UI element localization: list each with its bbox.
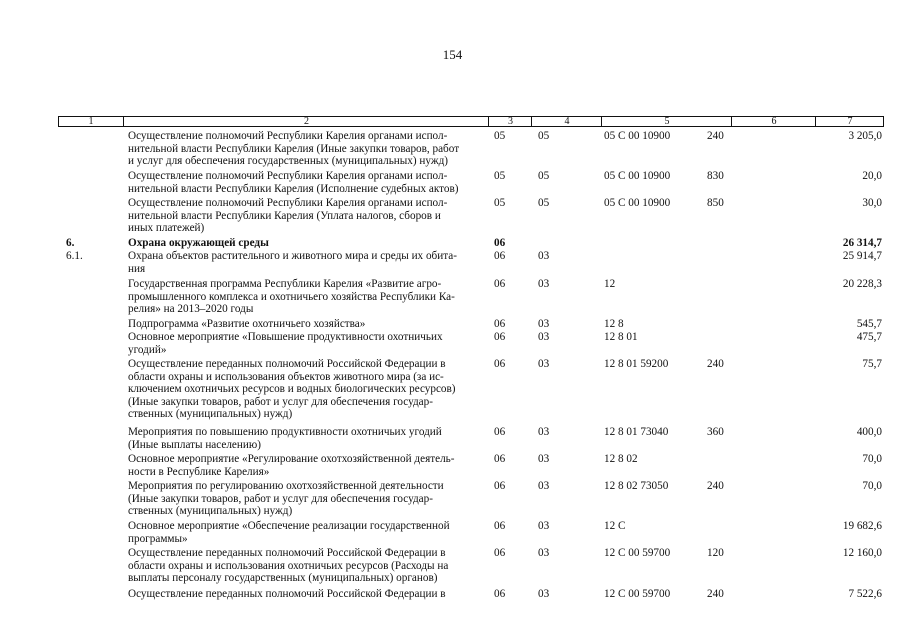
row-description-line: программы» bbox=[128, 532, 188, 545]
subsection-code: 05 bbox=[538, 170, 550, 182]
amount-value: 70,0 bbox=[862, 453, 882, 465]
expense-type-code: 240 bbox=[707, 588, 724, 600]
section-code: 06 bbox=[494, 520, 506, 532]
target-article-code: 12 bbox=[604, 278, 616, 290]
section-code: 05 bbox=[494, 197, 506, 209]
subsection-code: 03 bbox=[538, 278, 550, 290]
section-code: 06 bbox=[494, 278, 506, 290]
target-article-code: 12 8 01 73040 bbox=[604, 426, 669, 438]
row-description-line: ния bbox=[128, 262, 146, 275]
row-description-line: Осуществление полномочий Республики Карелия органами испол- bbox=[128, 197, 448, 209]
header-col-2: 2 bbox=[123, 117, 489, 126]
subsection-code: 03 bbox=[538, 520, 550, 532]
subsection-code: 03 bbox=[538, 318, 550, 330]
section-code: 06 bbox=[494, 547, 506, 559]
row-description-line: ственных (муниципальных) нужд) bbox=[128, 408, 293, 420]
header-col-3: 3 bbox=[488, 117, 532, 126]
target-article-code: 12 С bbox=[604, 520, 626, 532]
row-number: 6. bbox=[66, 237, 75, 249]
target-article-code: 12 8 01 59200 bbox=[604, 358, 669, 370]
section-code: 06 bbox=[494, 480, 506, 492]
row-description-line: нительной власти Республики Карелия (Уплата налогов, сборов и bbox=[128, 209, 441, 222]
section-code: 06 bbox=[494, 588, 506, 600]
row-description-line: Подпрограмма «Развитие охотничьего хозяйства» bbox=[128, 318, 366, 330]
row-description-line: (Иные выплаты населению) bbox=[128, 438, 261, 451]
subsection-code: 03 bbox=[538, 588, 550, 600]
subsection-code: 05 bbox=[538, 130, 550, 142]
row-description-line: нительной власти Республики Карелия (Исполнение судебных актов) bbox=[128, 182, 459, 195]
row-description-line: ключением охотничьих ресурсов и водных биологических ресурсов) bbox=[128, 383, 456, 395]
row-description-line: (Иные закупки товаров, работ и услуг для обеспечения государ- bbox=[128, 492, 433, 505]
expense-type-code: 850 bbox=[707, 197, 724, 209]
header-col-4: 4 bbox=[531, 117, 602, 126]
section-code: 05 bbox=[494, 170, 506, 182]
row-description-line: промышленного комплекса и охотничьего хозяйства Республики Ка- bbox=[128, 290, 455, 303]
amount-value: 12 160,0 bbox=[842, 547, 882, 559]
row-description-line: угодий» bbox=[128, 343, 167, 356]
expense-type-code: 830 bbox=[707, 170, 724, 182]
row-description-line: Основное мероприятие «Регулирование охотхозяйственной деятель- bbox=[128, 453, 455, 465]
amount-value: 20,0 bbox=[862, 170, 882, 182]
section-code: 06 bbox=[494, 331, 506, 343]
expense-type-code: 360 bbox=[707, 426, 724, 438]
target-article-code: 12 С 00 59700 bbox=[604, 588, 671, 600]
subsection-code: 03 bbox=[538, 358, 550, 370]
amount-value: 26 314,7 bbox=[842, 237, 882, 249]
section-code: 06 bbox=[494, 453, 506, 465]
expense-type-code: 240 bbox=[707, 480, 724, 492]
section-code: 06 bbox=[494, 250, 506, 262]
row-description-line: ности в Республике Карелия» bbox=[128, 465, 270, 478]
table-header bbox=[58, 116, 884, 127]
subsection-code: 03 bbox=[538, 426, 550, 438]
amount-value: 30,0 bbox=[862, 197, 882, 209]
target-article-code: 05 С 00 10900 bbox=[604, 130, 671, 142]
page-number: 154 bbox=[442, 47, 463, 62]
target-article-code: 12 С 00 59700 bbox=[604, 547, 671, 559]
subsection-code: 03 bbox=[538, 480, 550, 492]
subsection-code: 03 bbox=[538, 331, 550, 343]
row-description-line: Осуществление полномочий Республики Карелия органами испол- bbox=[128, 170, 448, 182]
target-article-code: 12 8 02 73050 bbox=[604, 480, 669, 492]
row-description-line: Основное мероприятие «Обеспечение реализации государственной bbox=[128, 520, 450, 532]
row-description-line: Охрана окружающей среды bbox=[128, 237, 269, 249]
amount-value: 3 205,0 bbox=[848, 130, 882, 142]
amount-value: 75,7 bbox=[862, 358, 882, 370]
subsection-code: 05 bbox=[538, 197, 550, 209]
subsection-code: 03 bbox=[538, 250, 550, 262]
subsection-code: 03 bbox=[538, 453, 550, 465]
section-code: 06 bbox=[494, 358, 506, 370]
target-article-code: 12 8 01 bbox=[604, 331, 638, 343]
row-description-line: Осуществление переданных полномочий Российской Федерации в bbox=[128, 358, 446, 370]
row-description-line: Мероприятия по регулированию охотхозяйственной деятельности bbox=[128, 480, 444, 492]
row-description-line: Государственная программа Республики Карелия «Развитие агро- bbox=[128, 278, 442, 290]
amount-value: 400,0 bbox=[856, 426, 882, 438]
amount-value: 19 682,6 bbox=[842, 520, 882, 532]
target-article-code: 12 8 02 bbox=[604, 453, 638, 465]
section-code: 06 bbox=[494, 237, 506, 249]
row-description-line: ственных (муниципальных) нужд) bbox=[128, 505, 293, 517]
row-description-line: (Иные закупки товаров, работ и услуг для обеспечения государ- bbox=[128, 395, 433, 408]
amount-value: 20 228,3 bbox=[842, 278, 882, 290]
row-description-line: Осуществление переданных полномочий Российской Федерации в bbox=[128, 547, 446, 559]
row-description-line: области охраны и использования объектов животного мира (за ис- bbox=[128, 370, 444, 383]
row-description-line: Охрана объектов растительного и животного мира и среды их обита- bbox=[128, 250, 457, 262]
amount-value: 25 914,7 bbox=[842, 250, 882, 262]
section-code: 06 bbox=[494, 318, 506, 330]
amount-value: 475,7 bbox=[856, 331, 882, 343]
header-col-6: 6 bbox=[731, 117, 816, 126]
row-description-line: и услуг для обеспечения государственных (муниципальных) нужд) bbox=[128, 155, 448, 167]
subsection-code: 03 bbox=[538, 547, 550, 559]
row-description-line: области охраны и использования охотничьих ресурсов (Расходы на bbox=[128, 559, 449, 572]
header-col-5: 5 bbox=[601, 117, 732, 126]
row-description-line: иных платежей) bbox=[128, 222, 205, 234]
target-article-code: 05 С 00 10900 bbox=[604, 197, 671, 209]
expense-type-code: 240 bbox=[707, 130, 724, 142]
row-description-line: нительной власти Республики Карелия (Иные закупки товаров, работ bbox=[128, 142, 460, 155]
row-description-line: Мероприятия по повышению продуктивности охотничьих угодий bbox=[128, 426, 442, 438]
amount-value: 7 522,6 bbox=[848, 588, 882, 600]
target-article-code: 05 С 00 10900 bbox=[604, 170, 671, 182]
amount-value: 70,0 bbox=[862, 480, 882, 492]
expense-type-code: 240 bbox=[707, 358, 724, 370]
row-description-line: Осуществление переданных полномочий Российской Федерации в bbox=[128, 588, 446, 600]
target-article-code: 12 8 bbox=[604, 318, 624, 330]
expense-type-code: 120 bbox=[707, 547, 724, 559]
section-code: 05 bbox=[494, 130, 506, 142]
row-description-line: Осуществление полномочий Республики Карелия органами испол- bbox=[128, 130, 448, 142]
row-description-line: релия» на 2013–2020 годы bbox=[128, 303, 254, 315]
header-col-1: 1 bbox=[88, 116, 94, 127]
row-description-line: Основное мероприятие «Повышение продуктивности охотничьих bbox=[128, 331, 443, 343]
row-description-line: выплаты персоналу государственных (муниципальных) органов) bbox=[128, 572, 438, 584]
section-code: 06 bbox=[494, 426, 506, 438]
row-number: 6.1. bbox=[66, 250, 83, 262]
amount-value: 545,7 bbox=[856, 318, 882, 330]
header-col-7: 7 bbox=[815, 117, 884, 126]
